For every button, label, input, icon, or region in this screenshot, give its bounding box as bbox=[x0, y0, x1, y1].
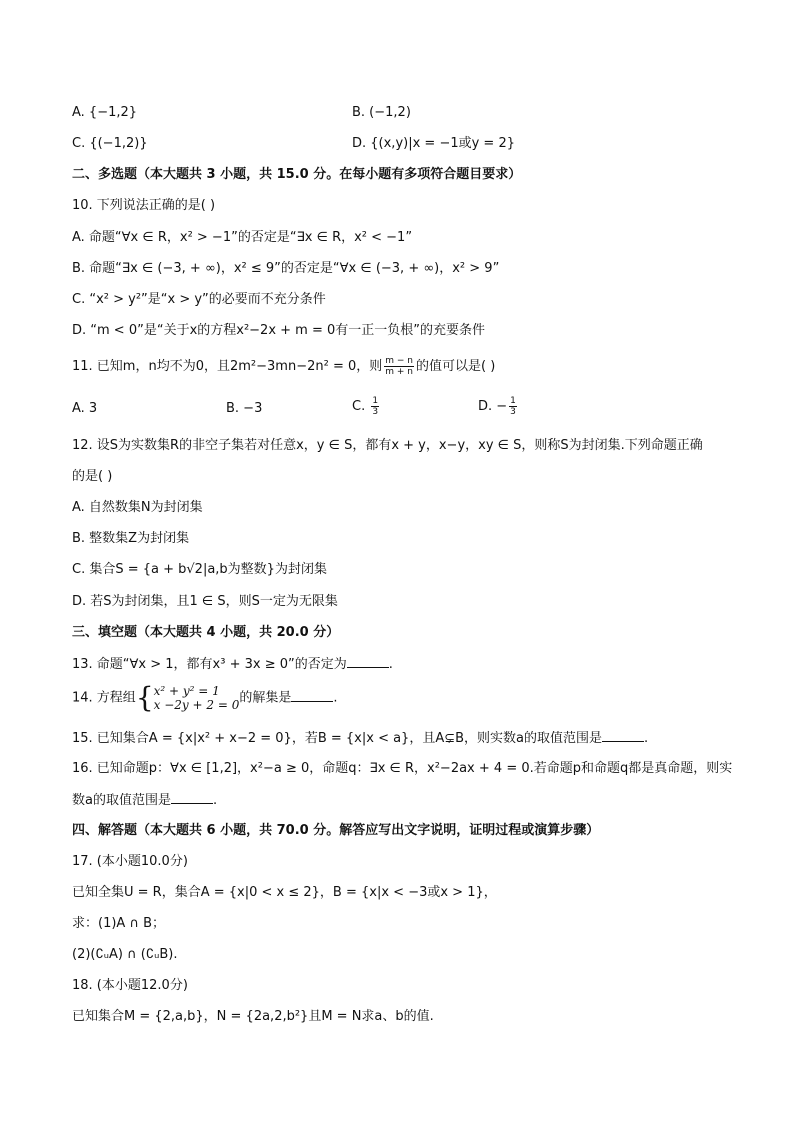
q11-option-d-den: 3 bbox=[510, 407, 516, 417]
q11-stem-pre: 11. 已知m，n均不为0，且2m²−3mn−2n² = 0，则 bbox=[72, 359, 383, 374]
q16-stem-line2-post: . bbox=[212, 793, 218, 808]
q10-option-c: C. “x² > y²”是“x > y”的必要而不充分条件 bbox=[72, 292, 326, 307]
q17-line3: (2)(∁ᵤA) ∩ (∁ᵤB). bbox=[72, 947, 178, 962]
q18-line1: 已知集合M = {2,a,b}，N = {2a,2,b²}且M = N求a、b的值. bbox=[72, 1009, 434, 1024]
q14-stem-mid: 的解集是 bbox=[239, 690, 292, 706]
q11-option-c-den: 3 bbox=[372, 407, 379, 417]
q11-fraction bbox=[384, 356, 414, 377]
q9-option-a: A. {−1,2} bbox=[72, 105, 138, 120]
q16-answer-blank bbox=[171, 791, 213, 804]
q10-option-d: D. “m < 0”是“关于x的方程x²−2x + m = 0有一正一负根”的充要条件 bbox=[72, 323, 486, 338]
q12-stem-line2: 的是( ) bbox=[72, 469, 113, 484]
q17-heading: 17. (本小题10.0分) bbox=[72, 854, 188, 869]
q10-option-b: B. 命题“∃x ∈ (−3, + ∞)，x² ≤ 9”的否定是“∀x ∈ (−3, + ∞)，x² > 9” bbox=[72, 261, 500, 276]
q12-option-b: B. 整数集Z为封闭集 bbox=[72, 531, 190, 546]
q12-option-d: D. 若S为封闭集，且1 ∈ S，则S一定为无限集 bbox=[72, 594, 338, 609]
q11-stem-post: 的值可以是( ) bbox=[415, 359, 496, 374]
q12-stem-line1: 12. 设S为实数集R的非空子集若对任意x，y ∈ S，都有x + y，x−y，xy ∈ S，则称S为封闭集.下列命题正确 bbox=[72, 438, 703, 453]
q14-answer-blank bbox=[291, 689, 333, 702]
q15-stem-post: . bbox=[644, 731, 649, 746]
q9-option-c: C. {(−1,2)} bbox=[72, 136, 148, 151]
q15-stem-pre: 15. 已知集合A = {x|x² + x−2 = 0}，若B = {x|x < a}，且A⊊B，则实数a的取值范围是 bbox=[72, 731, 602, 746]
section-multi-choice-heading: 二、多选题（本大题共 3 小题，共 15.0 分。在每小题有多项符合题目要求） bbox=[72, 167, 522, 182]
q17-line2: 求：(1)A ∩ B； bbox=[72, 916, 166, 931]
q11-option-b: B. −3 bbox=[226, 401, 263, 416]
q11-frac-numerator: m − n bbox=[385, 356, 413, 366]
q11-option-d-label: D. − bbox=[478, 399, 508, 414]
q14-eq1: x² + y² = 1 bbox=[153, 684, 220, 698]
q14-brace: { bbox=[135, 681, 154, 714]
q11-option-d bbox=[478, 396, 519, 417]
q17-line1: 已知全集U = R，集合A = {x|0 < x ≤ 2}，B = {x|x < −3或x > 1}， bbox=[72, 885, 497, 900]
q13-stem-pre: 13. 命题“∀x > 1，都有x³ + 3x ≥ 0”的否定为 bbox=[72, 657, 347, 672]
q11-option-d-fraction bbox=[509, 396, 517, 417]
q11-option-c-fraction bbox=[371, 396, 379, 417]
section-solution-heading: 四、解答题（本大题共 6 小题，共 70.0 分。解答应写出文字说明，证明过程或演算步骤） bbox=[72, 823, 600, 838]
q13-stem-post: . bbox=[388, 657, 393, 672]
q13-answer-blank bbox=[347, 655, 389, 668]
q14-stem-pre: 14. 方程组 bbox=[72, 690, 136, 706]
q16-stem-line2-pre: 数a的取值范围是 bbox=[72, 793, 171, 808]
q14-eq2: x −2y + 2 = 0 bbox=[153, 698, 240, 712]
q16-stem-line2 bbox=[72, 791, 217, 810]
q11-option-a: A. 3 bbox=[72, 401, 98, 416]
q11-stem bbox=[72, 356, 495, 377]
q16-stem-line1: 16. 已知命题p：∀x ∈ [1,2]，x²−a ≥ 0，命题q：∃x ∈ R，x²−2ax + 4 = 0.若命题p和命题q都是真命题，则实 bbox=[72, 761, 733, 776]
q11-option-c bbox=[352, 396, 381, 417]
q10-stem: 10. 下列说法正确的是( ) bbox=[72, 198, 216, 213]
q13-stem bbox=[72, 655, 393, 674]
q15-stem bbox=[72, 729, 648, 748]
q18-heading: 18. (本小题12.0分) bbox=[72, 978, 188, 993]
q12-option-c: C. 集合S = {a + b√2|a,b为整数}为封闭集 bbox=[72, 562, 327, 577]
section-fill-in-heading: 三、填空题（本大题共 4 小题，共 20.0 分） bbox=[72, 625, 340, 640]
q14-stem-post: . bbox=[333, 690, 338, 706]
q14-system bbox=[154, 684, 240, 712]
q9-option-d: D. {(x,y)|x = −1或y = 2} bbox=[352, 136, 515, 151]
q11-option-c-num: 1 bbox=[372, 396, 379, 406]
q9-option-b: B. (−1,2) bbox=[352, 105, 411, 120]
q11-frac-denominator: m + n bbox=[385, 367, 413, 377]
q15-answer-blank bbox=[602, 729, 644, 742]
q11-option-c-label: C. bbox=[352, 399, 366, 414]
q14-stem bbox=[72, 681, 338, 714]
q11-option-d-num: 1 bbox=[510, 396, 516, 406]
q10-option-a: A. 命题“∀x ∈ R，x² > −1”的否定是“∃x ∈ R，x² < −1” bbox=[72, 230, 413, 245]
q12-option-a: A. 自然数集N为封闭集 bbox=[72, 500, 203, 515]
